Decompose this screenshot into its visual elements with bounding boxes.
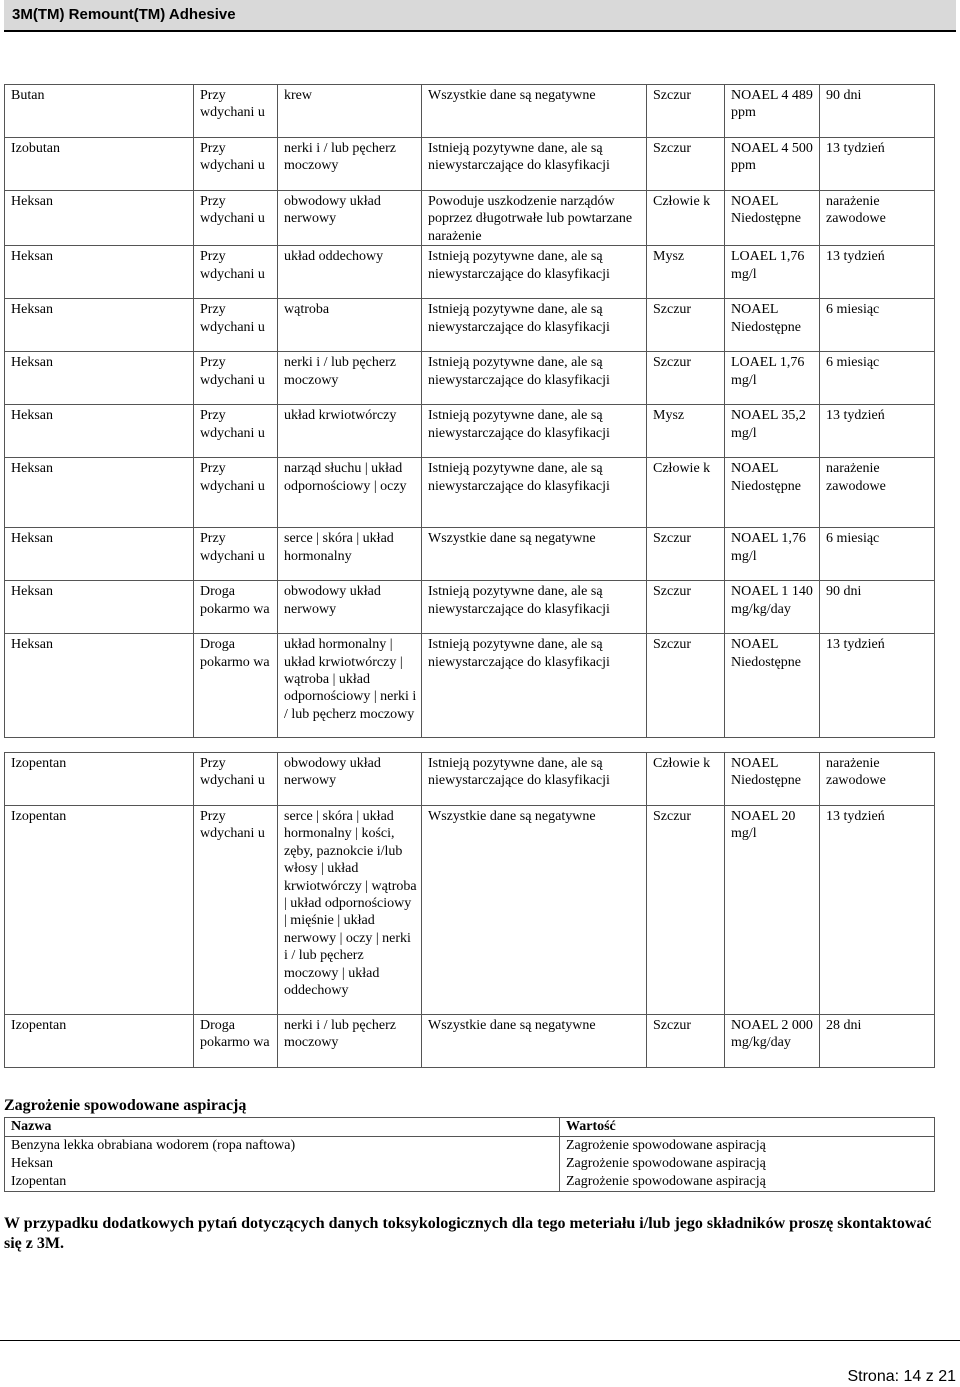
footer-divider <box>0 1340 960 1341</box>
tox-cell-species: Mysz <box>647 246 725 299</box>
document-header <box>4 0 956 32</box>
tox-cell-duration: narażenie zawodowe <box>820 753 935 806</box>
aspiration-header-name: Nazwa <box>5 1118 560 1137</box>
tox-cell-duration: 13 tydzień <box>820 806 935 1015</box>
tox-cell-exposure-route: Przy wdychani u <box>194 85 278 138</box>
tox-cell-target-organ: serce | skóra | układ hormonalny <box>278 528 422 581</box>
tox-cell-dose: NOAEL 1 140 mg/kg/day <box>725 581 820 634</box>
tox-row <box>5 299 935 352</box>
toxicity-table-2 <box>4 752 935 1068</box>
aspiration-cell-name: Izopentan <box>5 1173 560 1192</box>
tox-cell-substance: Izobutan <box>5 138 194 191</box>
tox-cell-dose: NOAEL 20 mg/l <box>725 806 820 1015</box>
tox-cell-dose: NOAEL 4 500 ppm <box>725 138 820 191</box>
aspiration-cell-value: Zagrożenie spowodowane aspiracją <box>560 1173 935 1192</box>
tox-cell-species: Człowie k <box>647 191 725 246</box>
tox-cell-dose: NOAEL 35,2 mg/l <box>725 405 820 458</box>
tox-cell-dose: NOAEL 2 000 mg/kg/day <box>725 1015 820 1068</box>
tox-cell-result: Powoduje uszkodzenie narządów poprzez długotrwałe lub powtarzane narażenie <box>422 191 647 246</box>
tox-cell-species: Szczur <box>647 1015 725 1068</box>
toxicity-table-1 <box>4 84 935 738</box>
tox-cell-result: Istnieją pozytywne dane, ale są niewystarczające do klasyfikacji <box>422 299 647 352</box>
tox-cell-exposure-route: Droga pokarmo wa <box>194 581 278 634</box>
tox-cell-target-organ: serce | skóra | układ hormonalny | kości, zęby, paznokcie i/lub włosy | układ krwiotwórczy | wątroba | układ odpornościowy | mięśnie | układ nerwowy | oczy | nerki i / lub pęcherz moczowy | układ oddechowy <box>278 806 422 1015</box>
tox-cell-duration: 13 tydzień <box>820 246 935 299</box>
tox-cell-substance: Izopentan <box>5 806 194 1015</box>
tox-cell-dose: NOAEL Niedostępne <box>725 191 820 246</box>
aspiration-row <box>5 1173 935 1192</box>
tox-cell-species: Człowie k <box>647 458 725 528</box>
tox-cell-exposure-route: Przy wdychani u <box>194 191 278 246</box>
tox-row <box>5 85 935 138</box>
tox-cell-substance: Izopentan <box>5 1015 194 1068</box>
tox-cell-species: Szczur <box>647 299 725 352</box>
tox-row <box>5 581 935 634</box>
tox-cell-exposure-route: Przy wdychani u <box>194 458 278 528</box>
tox-cell-target-organ: nerki i / lub pęcherz moczowy <box>278 138 422 191</box>
tox-cell-exposure-route: Przy wdychani u <box>194 405 278 458</box>
tox-cell-duration: 6 miesiąc <box>820 299 935 352</box>
tox-cell-exposure-route: Przy wdychani u <box>194 299 278 352</box>
tox-cell-substance: Butan <box>5 85 194 138</box>
tox-cell-exposure-route: Przy wdychani u <box>194 352 278 405</box>
tox-cell-dose: LOAEL 1,76 mg/l <box>725 246 820 299</box>
tox-cell-result: Istnieją pozytywne dane, ale są niewystarczające do klasyfikacji <box>422 138 647 191</box>
tox-cell-target-organ: obwodowy układ nerwowy <box>278 581 422 634</box>
tox-cell-substance: Heksan <box>5 246 194 299</box>
tox-cell-result: Wszystkie dane są negatywne <box>422 85 647 138</box>
tox-cell-duration: 90 dni <box>820 85 935 138</box>
tox-cell-substance: Heksan <box>5 405 194 458</box>
tox-cell-duration: 13 tydzień <box>820 405 935 458</box>
tox-cell-substance: Heksan <box>5 458 194 528</box>
aspiration-cell-value: Zagrożenie spowodowane aspiracją <box>560 1155 935 1173</box>
tox-cell-result: Istnieją pozytywne dane, ale są niewystarczające do klasyfikacji <box>422 581 647 634</box>
tox-cell-substance: Heksan <box>5 352 194 405</box>
tox-cell-duration: 6 miesiąc <box>820 528 935 581</box>
tox-cell-dose: NOAEL Niedostępne <box>725 634 820 738</box>
tox-cell-result: Istnieją pozytywne dane, ale są niewystarczające do klasyfikacji <box>422 458 647 528</box>
aspiration-cell-value: Zagrożenie spowodowane aspiracją <box>560 1137 935 1156</box>
tox-cell-target-organ: narząd słuchu | układ odpornościowy | oczy <box>278 458 422 528</box>
tox-cell-exposure-route: Przy wdychani u <box>194 246 278 299</box>
tox-cell-species: Mysz <box>647 405 725 458</box>
tox-cell-target-organ: obwodowy układ nerwowy <box>278 191 422 246</box>
tox-row <box>5 1015 935 1068</box>
aspiration-row <box>5 1155 935 1173</box>
tox-cell-species: Szczur <box>647 138 725 191</box>
tox-cell-target-organ: układ krwiotwórczy <box>278 405 422 458</box>
tox-cell-target-organ: krew <box>278 85 422 138</box>
tox-cell-result: Istnieją pozytywne dane, ale są niewystarczające do klasyfikacji <box>422 405 647 458</box>
tox-row <box>5 806 935 1015</box>
tox-cell-dose: NOAEL Niedostępne <box>725 458 820 528</box>
tox-row <box>5 138 935 191</box>
tox-cell-result: Istnieją pozytywne dane, ale są niewystarczające do klasyfikacji <box>422 753 647 806</box>
aspiration-header-value: Wartość <box>560 1118 935 1137</box>
tox-cell-species: Szczur <box>647 634 725 738</box>
tox-cell-duration: 90 dni <box>820 581 935 634</box>
tox-cell-result: Wszystkie dane są negatywne <box>422 806 647 1015</box>
tox-cell-target-organ: układ oddechowy <box>278 246 422 299</box>
tox-cell-exposure-route: Przy wdychani u <box>194 806 278 1015</box>
tox-cell-exposure-route: Przy wdychani u <box>194 528 278 581</box>
contact-note: W przypadku dodatkowych pytań dotyczących danych toksykologicznych dla tego meteriału i/lub jego składników proszę skontaktować się z 3M. <box>4 1215 932 1252</box>
tox-cell-species: Szczur <box>647 85 725 138</box>
tox-cell-species: Szczur <box>647 806 725 1015</box>
tox-cell-species: Szczur <box>647 352 725 405</box>
tox-row <box>5 634 935 738</box>
tox-cell-dose: NOAEL 1,76 mg/l <box>725 528 820 581</box>
tox-cell-result: Istnieją pozytywne dane, ale są niewystarczające do klasyfikacji <box>422 246 647 299</box>
tox-cell-substance: Heksan <box>5 299 194 352</box>
aspiration-cell-name: Heksan <box>5 1155 560 1173</box>
tox-cell-exposure-route: Przy wdychani u <box>194 138 278 191</box>
tox-cell-result: Istnieją pozytywne dane, ale są niewystarczające do klasyfikacji <box>422 352 647 405</box>
tox-cell-exposure-route: Droga pokarmo wa <box>194 1015 278 1068</box>
tox-cell-dose: NOAEL Niedostępne <box>725 753 820 806</box>
tox-cell-dose: NOAEL 4 489 ppm <box>725 85 820 138</box>
tox-cell-target-organ: wątroba <box>278 299 422 352</box>
tox-cell-substance: Heksan <box>5 581 194 634</box>
tox-cell-species: Szczur <box>647 581 725 634</box>
tox-cell-dose: LOAEL 1,76 mg/l <box>725 352 820 405</box>
aspiration-section-title: Zagrożenie spowodowane aspiracją <box>4 1097 247 1114</box>
tox-cell-result: Wszystkie dane są negatywne <box>422 1015 647 1068</box>
tox-cell-duration: narażenie zawodowe <box>820 458 935 528</box>
tox-cell-substance: Izopentan <box>5 753 194 806</box>
tox-cell-dose: NOAEL Niedostępne <box>725 299 820 352</box>
tox-row <box>5 528 935 581</box>
aspiration-header-row <box>5 1118 935 1137</box>
tox-row <box>5 352 935 405</box>
aspiration-cell-name: Benzyna lekka obrabiana wodorem (ropa naftowa) <box>5 1137 560 1156</box>
tox-cell-species: Szczur <box>647 528 725 581</box>
tox-cell-duration: 13 tydzień <box>820 138 935 191</box>
aspiration-table <box>4 1117 935 1192</box>
tox-cell-species: Człowie k <box>647 753 725 806</box>
tox-cell-substance: Heksan <box>5 528 194 581</box>
tox-row <box>5 191 935 246</box>
tox-cell-target-organ: nerki i / lub pęcherz moczowy <box>278 352 422 405</box>
tox-cell-duration: 28 dni <box>820 1015 935 1068</box>
tox-row <box>5 405 935 458</box>
page-number: Strona: 14 z 21 <box>847 1368 956 1385</box>
tox-cell-duration: 6 miesiąc <box>820 352 935 405</box>
tox-cell-result: Wszystkie dane są negatywne <box>422 528 647 581</box>
tox-cell-target-organ: nerki i / lub pęcherz moczowy <box>278 1015 422 1068</box>
document-title: 3M(TM) Remount(TM) Adhesive <box>12 6 236 23</box>
tox-cell-target-organ: układ hormonalny | układ krwiotwórczy | wątroba | układ odpornościowy | nerki i / lub pęcherz moczowy <box>278 634 422 738</box>
tox-cell-exposure-route: Droga pokarmo wa <box>194 634 278 738</box>
tox-cell-exposure-route: Przy wdychani u <box>194 753 278 806</box>
tox-cell-result: Istnieją pozytywne dane, ale są niewystarczające do klasyfikacji <box>422 634 647 738</box>
tox-row <box>5 458 935 528</box>
tox-cell-duration: 13 tydzień <box>820 634 935 738</box>
tox-cell-duration: narażenie zawodowe <box>820 191 935 246</box>
tox-cell-substance: Heksan <box>5 191 194 246</box>
tox-cell-substance: Heksan <box>5 634 194 738</box>
tox-row <box>5 246 935 299</box>
tox-row <box>5 753 935 806</box>
aspiration-row <box>5 1137 935 1156</box>
tox-cell-target-organ: obwodowy układ nerwowy <box>278 753 422 806</box>
